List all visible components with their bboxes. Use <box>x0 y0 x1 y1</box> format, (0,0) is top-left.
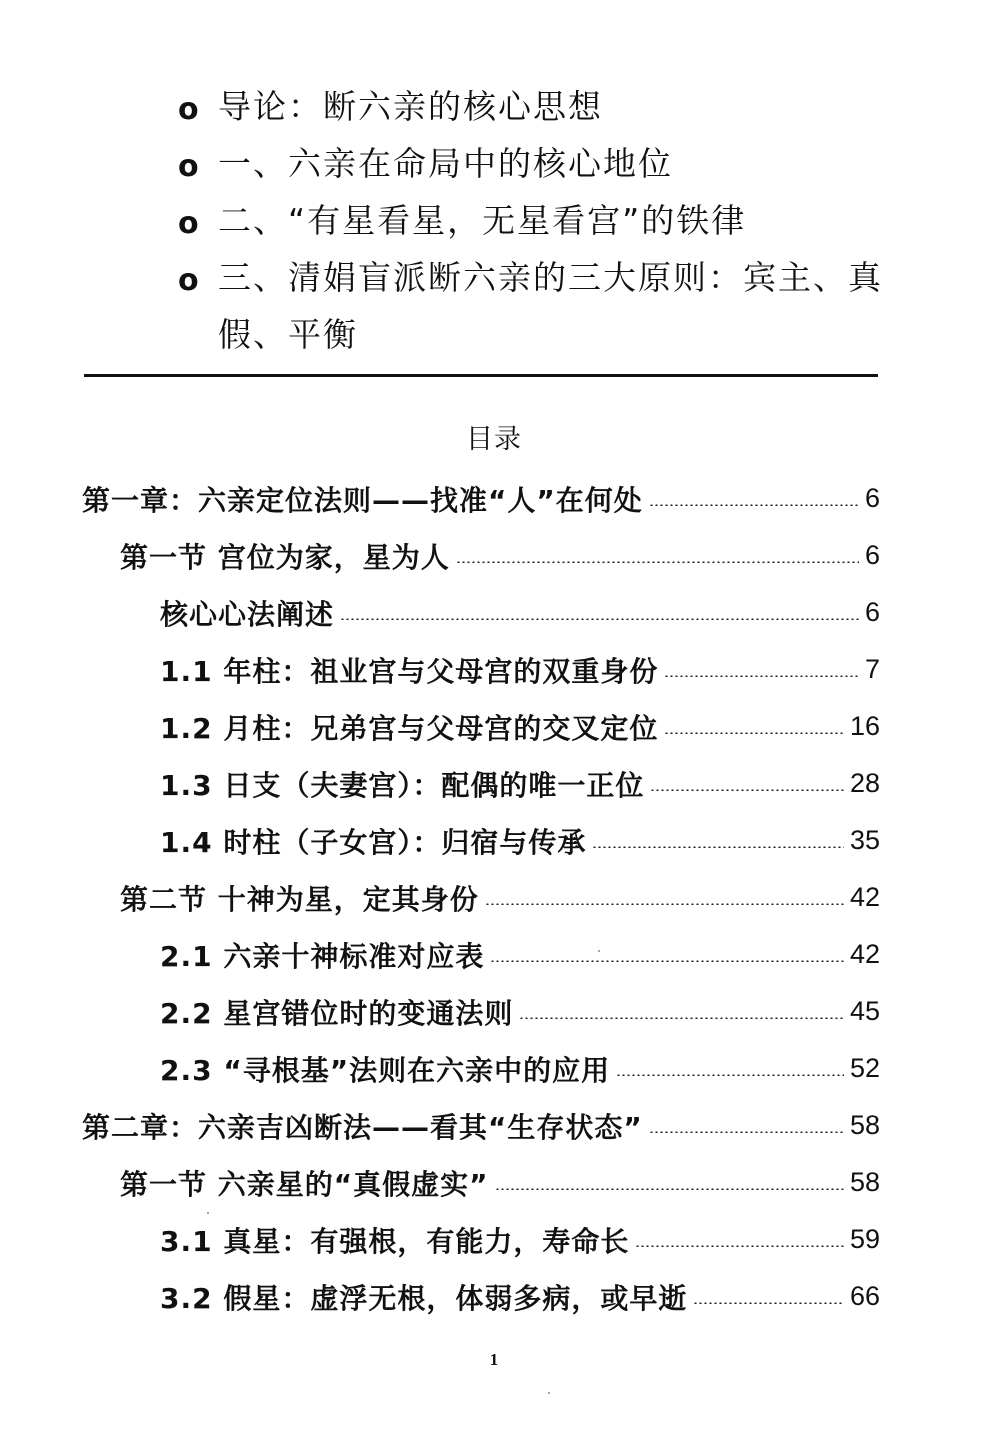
dot-leader <box>456 561 859 563</box>
scan-speck <box>207 1212 209 1214</box>
dot-leader <box>485 903 844 905</box>
dot-leader <box>616 1074 844 1076</box>
toc-page-number: 45 <box>849 996 880 1026</box>
intro-item <box>178 192 898 249</box>
intro-item-text: 导论：断六亲的核心思想 <box>218 87 603 126</box>
toc-entry-chapter[interactable] <box>82 470 880 527</box>
toc-entry-subsection[interactable] <box>160 1268 880 1325</box>
bullet-icon: o <box>178 263 201 298</box>
bullet-icon: o <box>178 149 201 184</box>
toc-page-number: 58 <box>849 1110 880 1140</box>
intro-item <box>178 249 898 363</box>
toc-page-number: 6 <box>864 597 880 627</box>
scan-speck <box>548 1392 550 1394</box>
toc-entry-label: 1.3 日支（夫妻宫）：配偶的唯一正位 <box>160 768 645 802</box>
dot-leader <box>664 732 844 734</box>
toc-page-number: 7 <box>864 654 880 684</box>
toc-page-number: 66 <box>849 1281 880 1311</box>
intro-item-text: 一、六亲在命局中的核心地位 <box>218 144 673 183</box>
toc-page-number: 42 <box>849 939 880 969</box>
toc-entry-section[interactable] <box>120 527 880 584</box>
intro-item-text: 三、清娟盲派断六亲的三大原则：宾主、真假、平衡 <box>218 258 883 354</box>
dot-leader <box>649 504 859 506</box>
toc-entry-subsection[interactable] <box>160 698 880 755</box>
toc-page-number: 6 <box>864 540 880 570</box>
toc-title: 目录 <box>466 424 522 455</box>
toc-entry-label: 第一章：六亲定位法则——找准“人”在何处 <box>82 483 643 517</box>
toc-entry-label: 1.4 时柱（子女宫）：归宿与传承 <box>160 825 587 859</box>
toc-entry-label: 第一节 六亲星的“真假虚实” <box>120 1167 489 1201</box>
toc-entry-label: 2.1 六亲十神标准对应表 <box>160 939 485 973</box>
toc-entry-subsection[interactable] <box>160 641 880 698</box>
toc-entry-label: 核心心法阐述 <box>160 597 335 631</box>
intro-item <box>178 135 898 192</box>
toc-page-number: 35 <box>849 825 880 855</box>
dot-leader <box>490 960 844 962</box>
toc-entry-subsection[interactable] <box>160 755 880 812</box>
bullet-icon: o <box>178 92 201 127</box>
toc-page-number: 58 <box>849 1167 880 1197</box>
toc-entry-label: 1.1 年柱：祖业宫与父母宫的双重身份 <box>160 654 659 688</box>
toc-entry-subsection[interactable] <box>160 1040 880 1097</box>
toc-entry-label: 第二章：六亲吉凶断法——看其“生存状态” <box>82 1110 643 1144</box>
toc-entry-label: 1.2 月柱：兄弟宫与父母宫的交叉定位 <box>160 711 659 745</box>
toc-entry-label: 3.2 假星：虚浮无根，体弱多病，或早逝 <box>160 1281 688 1315</box>
dot-leader <box>592 846 844 848</box>
toc-entry-label: 2.2 星宫错位时的变通法则 <box>160 996 514 1030</box>
bullet-icon: o <box>178 206 201 241</box>
dot-leader <box>650 789 844 791</box>
toc-entry-subsection[interactable] <box>160 1211 880 1268</box>
dot-leader <box>693 1302 844 1304</box>
dot-leader <box>649 1131 844 1133</box>
toc-entry-subsection[interactable] <box>160 983 880 1040</box>
toc-entry-label: 第一节 宫位为家，星为人 <box>120 540 450 574</box>
toc-entry-label: 2.3 “寻根基”法则在六亲中的应用 <box>160 1053 611 1087</box>
dot-leader <box>635 1245 844 1247</box>
toc-page-number: 6 <box>864 483 880 513</box>
scan-speck <box>598 950 600 952</box>
toc-entry-subsection[interactable] <box>160 812 880 869</box>
toc-entry-label: 3.1 真星：有强根，有能力，寿命长 <box>160 1224 630 1258</box>
section-divider <box>84 374 878 377</box>
toc-entry-section[interactable] <box>120 1154 880 1211</box>
toc-page-number: 28 <box>849 768 880 798</box>
toc-page-number: 59 <box>849 1224 880 1254</box>
toc-page-number: 52 <box>849 1053 880 1083</box>
dot-leader <box>519 1017 844 1019</box>
dot-leader <box>495 1188 844 1190</box>
intro-item-text: 二、“有星看星，无星看宫”的铁律 <box>218 201 747 240</box>
toc-entry-subsection[interactable] <box>160 926 880 983</box>
intro-outline <box>178 78 898 363</box>
toc-page-number: 16 <box>849 711 880 741</box>
toc-entry-label: 第二节 十神为星，定其身份 <box>120 882 479 916</box>
toc-entry-subsection[interactable] <box>160 584 880 641</box>
dot-leader <box>340 618 859 620</box>
toc-entry-chapter[interactable] <box>82 1097 880 1154</box>
page-number: 1 <box>489 1350 499 1369</box>
intro-item <box>178 78 898 135</box>
toc-entry-section[interactable] <box>120 869 880 926</box>
toc-page-number: 42 <box>849 882 880 912</box>
dot-leader <box>664 675 859 677</box>
